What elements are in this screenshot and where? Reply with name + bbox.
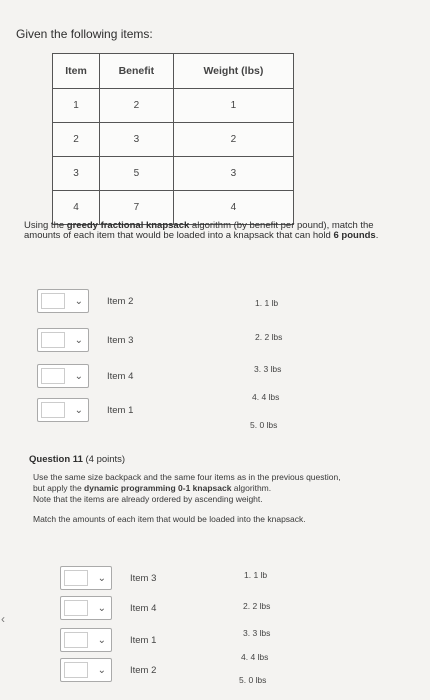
- chevron-down-icon: ⌄: [74, 370, 83, 382]
- question11-line: [33, 483, 271, 493]
- cell: 4: [53, 191, 100, 225]
- answer-select[interactable]: [60, 628, 112, 652]
- match-item-label: Item 1: [130, 634, 157, 646]
- select-value: [41, 293, 65, 309]
- answer-select[interactable]: [37, 398, 89, 422]
- answer-option: 1. 1 lb: [255, 298, 279, 308]
- match-item-label: Item 4: [107, 370, 134, 382]
- table-row: [53, 89, 294, 123]
- answer-select[interactable]: [60, 566, 112, 590]
- prompt-text: algorithm (by benefit per pound), match the amounts of each item that would be loaded into a knapsack that can hold: [24, 220, 374, 241]
- select-value: [41, 332, 65, 348]
- answer-select[interactable]: [60, 658, 112, 682]
- cell: 1: [173, 89, 293, 123]
- cell: 2: [100, 89, 174, 123]
- answer-option: 3. 3 lbs: [254, 364, 282, 374]
- answer-select[interactable]: [37, 328, 89, 352]
- match-item-label: Item 2: [130, 664, 157, 676]
- items-table: [52, 53, 294, 225]
- match-item-label: Item 4: [130, 602, 157, 614]
- chevron-down-icon: ⌄: [97, 634, 106, 646]
- match-row: [60, 628, 156, 652]
- intro-text: Given the following items:: [16, 27, 153, 41]
- chevron-down-icon: ⌄: [97, 572, 106, 584]
- cell: 1: [53, 89, 100, 123]
- match-row: [60, 566, 156, 590]
- question-number: Question 11: [29, 454, 83, 465]
- select-value: [64, 632, 88, 648]
- question11-line: Match the amounts of each item that would be loaded into the knapsack.: [33, 514, 306, 524]
- prompt-text: algorithm.: [231, 483, 272, 493]
- answer-option: 4. 4 lbs: [252, 392, 280, 402]
- chevron-down-icon: ⌄: [74, 334, 83, 346]
- match-item-label: Item 1: [107, 404, 134, 416]
- match-row: [37, 364, 133, 388]
- cell: 3: [100, 123, 174, 157]
- prompt-text: but apply the: [33, 483, 85, 493]
- match-item-label: Item 3: [107, 334, 134, 346]
- prompt-bold: dynamic programming 0-1 knapsack: [84, 483, 232, 493]
- answer-option: 2. 2 lbs: [255, 332, 283, 342]
- cell: 3: [173, 157, 293, 191]
- chevron-down-icon: ⌄: [97, 602, 106, 614]
- chevron-left-icon[interactable]: ‹: [1, 612, 5, 626]
- cell: 2: [53, 123, 100, 157]
- answer-option: 2. 2 lbs: [243, 601, 271, 611]
- select-value: [64, 570, 88, 586]
- match-row: [37, 328, 133, 352]
- select-value: [41, 402, 65, 418]
- question-points: (4 points): [85, 454, 126, 465]
- chevron-down-icon: ⌄: [97, 664, 106, 676]
- cell: 5: [100, 157, 174, 191]
- match-item-label: Item 3: [130, 572, 157, 584]
- answer-select[interactable]: [37, 289, 89, 313]
- chevron-down-icon: ⌄: [74, 295, 83, 307]
- answer-select[interactable]: [37, 364, 89, 388]
- table-row: [53, 157, 294, 191]
- header-benefit: Benefit: [100, 54, 174, 89]
- chevron-down-icon: ⌄: [74, 404, 83, 416]
- answer-option: 1. 1 lb: [244, 570, 268, 580]
- answer-option: 3. 3 lbs: [243, 628, 271, 638]
- answer-option: 5. 0 lbs: [239, 675, 267, 685]
- cell: 4: [173, 191, 293, 225]
- header-item: Item: [53, 54, 100, 89]
- cell: 3: [53, 157, 100, 191]
- question11-line: Note that the items are already ordered by ascending weight.: [33, 494, 263, 504]
- match-row: [60, 658, 156, 682]
- match-row: [60, 596, 156, 620]
- match-item-label: Item 2: [107, 295, 134, 307]
- header-weight: Weight (lbs): [173, 54, 293, 89]
- prompt-capacity: 6 pounds: [333, 230, 376, 241]
- table-row: [53, 123, 294, 157]
- cell: 2: [173, 123, 293, 157]
- match-row: [37, 398, 133, 422]
- match-row: [37, 289, 133, 313]
- cell: 7: [100, 191, 174, 225]
- select-value: [64, 662, 88, 678]
- prompt-bold: greedy fractional knapsack: [66, 220, 190, 231]
- answer-option: 5. 0 lbs: [250, 420, 278, 430]
- question11-title: [29, 454, 125, 465]
- prompt-text: Using the: [24, 220, 67, 231]
- select-value: [64, 600, 88, 616]
- question11-line: Use the same size backpack and the same four items as in the previous question,: [33, 472, 341, 482]
- answer-option: 4. 4 lbs: [241, 652, 269, 662]
- select-value: [41, 368, 65, 384]
- question10-prompt: [24, 221, 389, 241]
- prompt-text: .: [375, 230, 379, 241]
- answer-select[interactable]: [60, 596, 112, 620]
